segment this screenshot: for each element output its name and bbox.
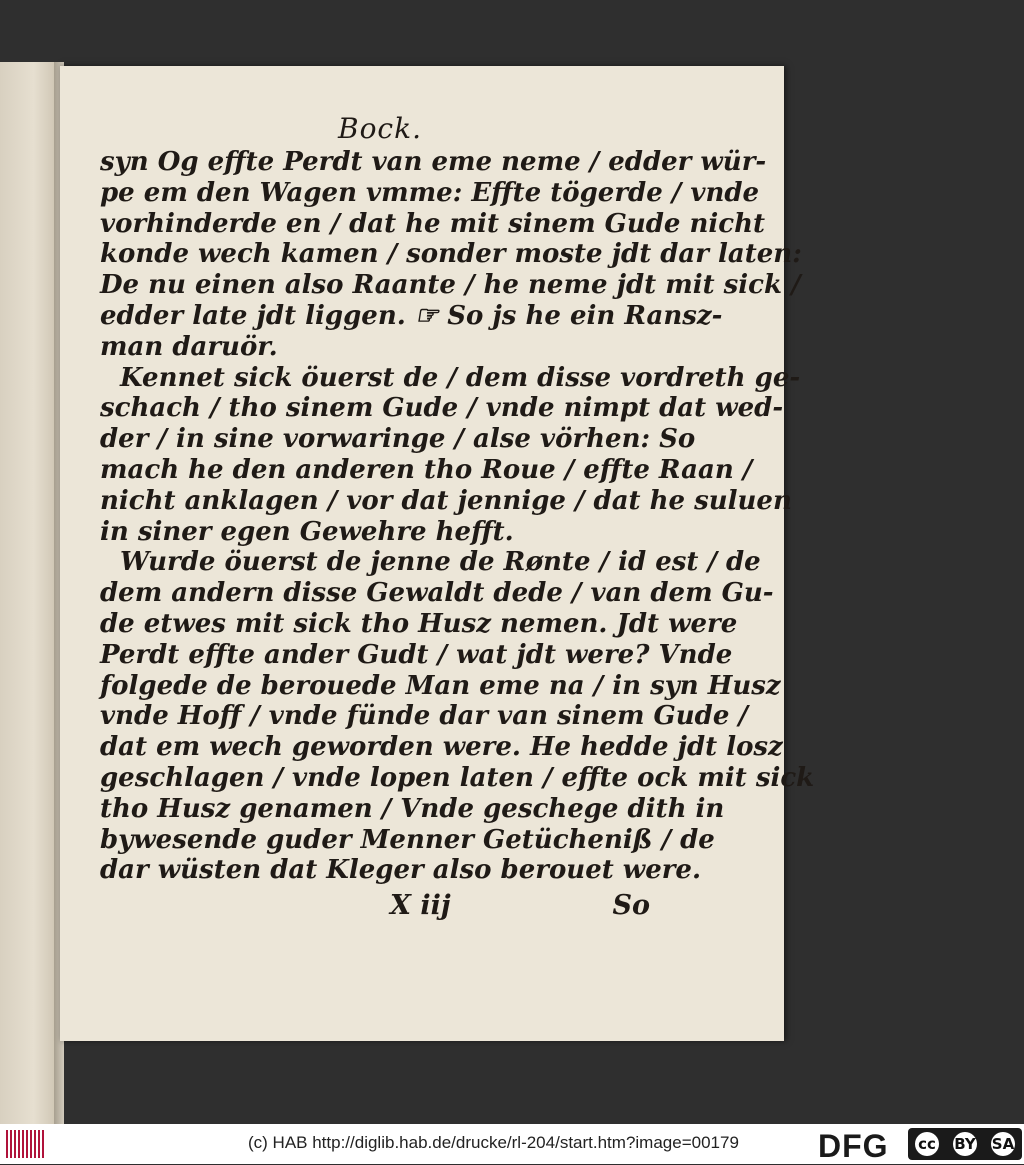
text-line: dar wüsten dat Kleger also berouet were. — [100, 855, 702, 886]
text-line: vnde Hoff / vnde fünde dar van sinem Gude / — [100, 701, 748, 732]
text-line: de etwes mit sick tho Husz nemen. Jdt were — [100, 608, 738, 639]
text-line: Kennet sick öuerst de / dem disse vordreth ge- — [120, 362, 801, 393]
running-head: Bock. — [338, 112, 422, 145]
hab-logo-icon — [6, 1130, 46, 1158]
credit-link[interactable]: (c) HAB http://diglib.hab.de/drucke/rl-204/start.htm?image=00179 — [248, 1133, 739, 1152]
page-text-block — [100, 112, 815, 922]
cc-license-badge[interactable] — [908, 1128, 1022, 1160]
text-line: tho Husz genamen / Vnde geschege dith in — [100, 793, 725, 824]
dfg-logo: DFG — [818, 1128, 889, 1164]
book-page — [60, 66, 815, 1041]
text-line: pe em den Wagen vmme: Effte tögerde / vnde — [100, 177, 760, 208]
text-line: De nu einen also Raante / he neme jdt mit sick / — [100, 270, 801, 301]
text-line: dem andern disse Gewaldt dede / van dem Gu- — [100, 578, 774, 609]
catchword: So — [612, 890, 650, 922]
text-line: edder late jdt liggen. ☞ So js he ein Ransz- — [100, 300, 723, 331]
text-line: schach / tho sinem Gude / vnde nimpt dat wed- — [100, 393, 784, 424]
text-line: mach he den anderen tho Roue / effte Raan / — [100, 454, 753, 485]
text-line: bywesende guder Menner Getücheniß / de — [100, 824, 715, 855]
cc-icon: cc — [915, 1132, 939, 1156]
text-line: man daruör. — [100, 331, 278, 362]
text-line: Perdt effte ander Gudt / wat jdt were? Vnde — [100, 639, 733, 670]
attribution-icon: BY — [953, 1132, 977, 1156]
footer-bar — [0, 1124, 1024, 1164]
text-line: konde wech kamen / sonder moste jdt dar laten: — [100, 239, 802, 270]
page-signature-row — [100, 890, 660, 921]
facing-page-edge — [0, 62, 56, 1124]
text-line: dat em wech geworden were. He hedde jdt losz — [100, 732, 783, 763]
text-line: vorhinderde en / dat he mit sinem Gude nicht — [100, 208, 766, 239]
text-line: geschlagen / vnde lopen laten / effte ock mit sick — [100, 762, 815, 793]
text-line: der / in sine vorwaringe / alse vörhen: So — [100, 424, 696, 455]
text-line: folgede de berouede Man eme na / in syn Husz — [100, 670, 781, 701]
text-line: syn Og effte Perdt van eme neme / edder wür- — [100, 147, 767, 177]
signature-mark: X iij — [390, 890, 451, 922]
text-line: Wurde öuerst de jenne de Rønte / id est / de — [120, 547, 761, 578]
text-line: nicht anklagen / vor dat jennige / dat he suluen — [100, 485, 792, 516]
share-alike-icon: SA — [991, 1132, 1015, 1156]
text-line: in siner egen Gewehre hefft. — [100, 516, 514, 547]
